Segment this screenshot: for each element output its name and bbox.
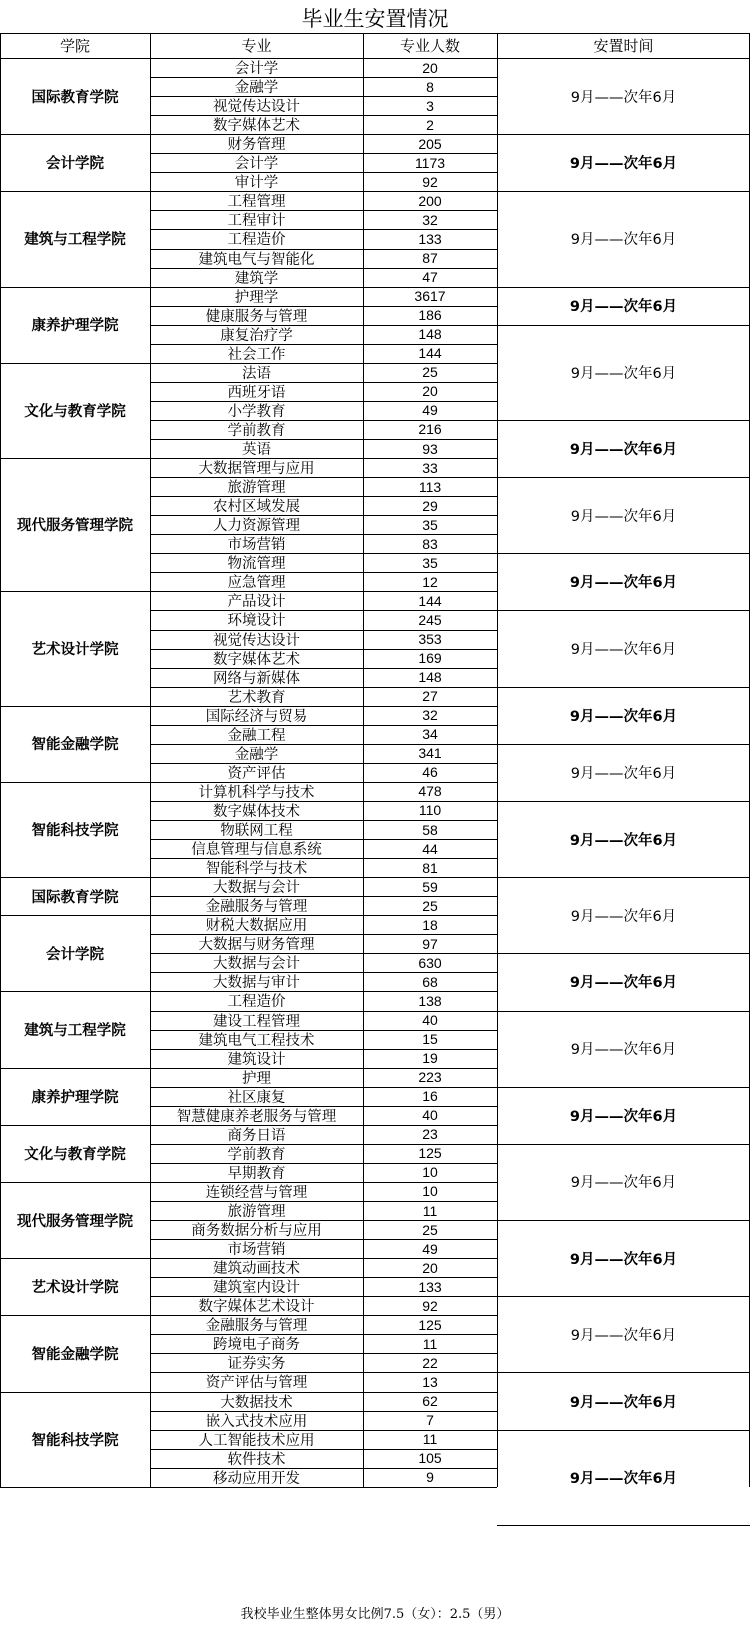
major-name: 嵌入式技术应用 [205,1413,308,1430]
major-name: 市场营销 [227,1242,286,1259]
major-row-rule [150,496,497,497]
major-count: 11 [422,1335,438,1352]
major-count: 92 [422,173,438,190]
major-name: 大数据与会计 [213,956,300,973]
major-name: 西班牙语 [227,384,286,401]
major-row-rule [150,801,497,802]
major-name: 金融工程 [227,727,286,744]
college-name: 智能金融学院 [31,1346,119,1363]
major-name: 数字媒体技术 [213,803,300,820]
major-name: 人力资源管理 [213,518,300,535]
major-name: 护理学 [234,289,279,306]
major-count: 25 [422,364,438,381]
major-count: 35 [422,516,438,533]
major-row-rule [150,172,497,173]
major-count: 13 [422,1373,438,1390]
header-count: 专业人数 [399,37,460,55]
major-count: 1173 [414,154,446,171]
placement-period: 9月——次年6月 [569,1251,678,1268]
major-count: 133 [418,1278,442,1295]
college-name: 智能科技学院 [31,823,119,840]
college-name: 现代服务管理学院 [17,1213,133,1230]
major-row-rule [150,610,497,611]
major-name: 审计学 [234,175,279,192]
major-count: 20 [422,383,438,400]
placement-period: 9月——次年6月 [569,575,678,592]
placement-period: 9月——次年6月 [569,1470,678,1487]
major-name: 国际经济与贸易 [205,708,308,725]
major-row-rule [150,572,497,573]
major-name: 建筑动画技术 [213,1261,300,1278]
major-name: 建筑电气与智能化 [198,251,315,268]
major-name: 金融服务与管理 [205,1318,308,1335]
major-count: 35 [422,554,438,571]
major-count: 148 [418,326,442,343]
major-count: 83 [422,535,438,552]
header-placement-time: 安置时间 [593,37,654,55]
major-row-rule [150,1334,497,1335]
major-name: 会计学 [234,61,279,78]
major-row-rule [150,77,497,78]
placement-period: 9月——次年6月 [570,508,677,525]
major-name: 健康服务与管理 [205,308,308,325]
college-name: 建筑与工程学院 [24,1023,126,1040]
major-name: 人工智能技术应用 [198,1432,315,1449]
major-name: 工程审计 [227,213,286,230]
major-count: 223 [418,1069,442,1086]
major-name: 法语 [242,365,271,382]
placement-period: 9月——次年6月 [570,642,677,659]
major-name: 数字媒体艺术 [213,651,300,668]
placement-period: 9月——次年6月 [570,765,677,782]
major-name: 学前教育 [227,422,286,439]
major-count: 22 [422,1354,438,1371]
major-name: 连锁经营与管理 [205,1184,308,1201]
major-count: 20 [422,59,438,76]
major-name: 工程管理 [227,194,286,211]
placement-period: 9月——次年6月 [569,156,678,173]
college-name: 文化与教育学院 [24,403,126,420]
major-name: 艺术教育 [227,689,286,706]
major-count: 125 [418,1145,442,1162]
placement-period: 9月——次年6月 [569,1394,678,1411]
gender-ratio-note: 我校毕业生整体男女比例7.5（女）：2.5（男） [240,1607,510,1622]
major-count: 18 [422,916,438,933]
major-row-rule [150,934,497,935]
major-name: 社区康复 [227,1089,286,1106]
major-row-rule [150,382,497,383]
major-count: 15 [422,1031,438,1048]
major-row-rule [150,153,497,154]
major-count: 138 [418,992,442,1009]
major-name: 计算机科学与技术 [198,784,315,801]
major-row-rule [150,1411,497,1412]
major-count: 144 [418,592,442,609]
college-name: 文化与教育学院 [24,1146,126,1163]
major-count: 353 [418,631,442,648]
major-count: 44 [422,840,438,857]
major-name: 农村区域发展 [213,499,300,516]
placement-period: 9月——次年6月 [570,908,677,925]
major-row-rule [150,401,497,402]
college-name: 艺术设计学院 [31,1280,119,1297]
major-row-rule [150,477,497,478]
major-row-rule [150,1011,497,1012]
major-count: 87 [422,250,438,267]
major-count: 10 [422,1183,438,1200]
major-name: 资产评估 [227,765,286,782]
college-name: 现代服务管理学院 [17,518,133,535]
major-name: 市场营销 [227,537,286,554]
major-name: 物流管理 [227,556,286,573]
placement-period: 9月——次年6月 [569,1108,678,1125]
major-name: 金融服务与管理 [205,899,308,916]
major-name: 社会工作 [227,346,286,363]
major-count: 92 [422,1297,438,1314]
major-name: 数字媒体艺术设计 [198,1299,315,1316]
major-name: 视觉传达设计 [213,632,300,649]
major-name: 资产评估与管理 [205,1375,308,1392]
major-name: 跨境电子商务 [213,1337,300,1354]
major-name: 智慧健康养老服务与管理 [176,1108,337,1125]
placement-period: 9月——次年6月 [570,89,677,106]
major-name: 财务管理 [227,137,286,154]
major-count: 34 [422,726,438,743]
major-count: 144 [418,345,442,362]
major-row-rule [150,534,497,535]
major-name: 数字媒体艺术 [213,118,300,135]
placement-period: 9月——次年6月 [570,1327,677,1344]
major-name: 环境设计 [227,613,286,630]
major-row-rule [150,1430,497,1431]
column-rule [363,33,364,1487]
table-left-rule [0,33,1,1487]
major-row-rule [150,1277,497,1278]
major-count: 27 [422,688,438,705]
college-name: 艺术设计学院 [31,642,119,659]
college-name: 康养护理学院 [31,1089,119,1106]
major-name: 移动应用开发 [213,1470,300,1487]
major-count: 2 [426,116,434,133]
major-name: 金融学 [234,80,279,97]
column-rule [150,33,151,1487]
placement-period: 9月——次年6月 [569,708,678,725]
major-row-rule [150,820,497,821]
major-count: 186 [418,307,442,324]
major-count: 40 [422,1107,438,1124]
major-row-rule [150,1144,497,1145]
major-count: 93 [422,440,438,457]
major-name: 建筑室内设计 [213,1280,300,1297]
major-count: 32 [422,211,438,228]
major-name: 金融学 [234,746,279,763]
major-row-rule [150,229,497,230]
major-name: 建筑电气工程技术 [198,1032,315,1049]
major-name: 证券实务 [227,1356,286,1373]
major-count: 25 [422,1221,438,1238]
college-name: 康养护理学院 [31,318,119,335]
major-row-rule [150,439,497,440]
major-count: 133 [418,230,442,247]
major-count: 9 [426,1469,434,1486]
major-count: 245 [418,611,442,628]
major-row-rule [150,1353,497,1354]
major-count: 59 [422,878,438,895]
major-name: 会计学 [234,156,279,173]
major-count: 19 [422,1050,438,1067]
major-count: 10 [422,1164,438,1181]
placement-period: 9月——次年6月 [570,365,677,382]
major-name: 小学教育 [227,403,286,420]
major-row-rule [150,1220,497,1221]
major-count: 110 [418,802,442,819]
major-count: 81 [422,859,438,876]
major-row-rule [150,344,497,345]
major-count: 3 [426,97,434,114]
major-row-rule [150,630,497,631]
major-count: 46 [422,764,438,781]
major-row-rule [150,1201,497,1202]
major-count: 12 [422,573,438,590]
placement-period: 9月——次年6月 [570,1042,677,1059]
major-count: 341 [418,745,442,762]
major-count: 105 [418,1450,442,1467]
major-count: 97 [422,935,438,952]
major-count: 11 [422,1202,438,1219]
major-count: 205 [418,135,442,152]
placement-period: 9月——次年6月 [569,975,678,992]
major-name: 大数据与审计 [213,975,300,992]
college-name: 国际教育学院 [31,889,119,906]
major-row-rule [150,1163,497,1164]
major-name: 大数据与会计 [213,880,300,897]
major-name: 大数据与财务管理 [198,937,315,954]
major-count: 58 [422,821,438,838]
major-name: 物联网工程 [220,823,293,840]
major-row-rule [150,1468,497,1469]
major-count: 113 [418,478,442,495]
major-name: 早期教育 [227,1165,286,1182]
major-count: 32 [422,707,438,724]
major-name: 建筑设计 [227,1051,286,1068]
major-row-rule [150,1372,497,1373]
major-name: 工程造价 [227,994,286,1011]
major-name: 智能科学与技术 [205,861,308,878]
major-count: 148 [418,669,442,686]
major-name: 商务数据分析与应用 [191,1223,322,1240]
major-count: 25 [422,897,438,914]
major-count: 29 [422,497,438,514]
major-count: 47 [422,269,438,286]
major-count: 478 [418,783,442,800]
major-count: 200 [418,192,442,209]
major-row-rule [150,249,497,250]
major-row-rule [150,1030,497,1031]
major-count: 23 [422,1126,438,1143]
major-name: 护理 [242,1070,271,1087]
major-count: 8 [426,78,434,95]
placement-period: 9月——次年6月 [569,832,678,849]
major-count: 40 [422,1012,438,1029]
major-name: 软件技术 [227,1451,286,1468]
major-name: 英语 [242,442,271,459]
placement-period: 9月——次年6月 [569,299,678,316]
major-count: 169 [418,650,442,667]
major-name: 康复治疗学 [220,327,293,344]
table-top-rule [0,33,750,34]
major-row-rule [150,744,497,745]
major-name: 信息管理与信息系统 [191,842,322,859]
major-name: 财税大数据应用 [205,918,308,935]
major-count: 49 [422,1240,438,1257]
major-name: 建设工程管理 [213,1013,300,1030]
major-row-rule [150,668,497,669]
major-name: 建筑学 [234,270,279,287]
major-row-rule [150,115,497,116]
major-count: 16 [422,1088,438,1105]
college-name: 会计学院 [46,946,104,963]
major-row-rule [150,515,497,516]
major-name: 网络与新媒体 [213,670,300,687]
placement-table [0,33,750,1605]
major-row-rule [150,763,497,764]
major-count: 11 [422,1431,438,1448]
major-name: 旅游管理 [227,1204,286,1221]
major-row-rule [150,649,497,650]
college-rule [0,1487,497,1488]
major-row-rule [150,858,497,859]
major-row-rule [150,306,497,307]
major-name: 产品设计 [227,594,286,611]
major-row-rule [150,210,497,211]
major-count: 7 [426,1412,434,1429]
column-rule [497,33,498,1487]
college-name: 会计学院 [46,156,104,173]
period-rule [497,1525,750,1526]
major-name: 大数据管理与应用 [198,461,315,478]
major-row-rule [150,687,497,688]
major-row-rule [150,953,497,954]
major-name: 工程造价 [227,232,286,249]
major-count: 49 [422,402,438,419]
major-count: 3617 [414,288,446,305]
placement-period: 9月——次年6月 [570,1175,677,1192]
major-name: 应急管理 [227,575,286,592]
major-name: 旅游管理 [227,480,286,497]
major-count: 630 [418,954,442,971]
college-name: 智能金融学院 [31,737,119,754]
major-count: 62 [422,1393,438,1410]
major-row-rule [150,725,497,726]
major-count: 20 [422,1259,438,1276]
major-row-rule [150,1049,497,1050]
major-row-rule [150,839,497,840]
major-row-rule [150,1106,497,1107]
major-name: 学前教育 [227,1146,286,1163]
major-row-rule [150,268,497,269]
college-name: 建筑与工程学院 [24,232,126,249]
major-name: 视觉传达设计 [213,99,300,116]
major-row-rule [150,1296,497,1297]
major-row-rule [150,1239,497,1240]
major-row-rule [150,896,497,897]
page-title: 毕业生安置情况 [301,7,449,31]
college-name: 国际教育学院 [31,89,119,106]
major-count: 33 [422,459,438,476]
major-name: 商务日语 [227,1127,286,1144]
placement-period: 9月——次年6月 [569,442,678,458]
major-row-rule [150,1449,497,1450]
major-count: 125 [418,1316,442,1333]
major-count: 68 [422,973,438,990]
college-name: 智能科技学院 [31,1432,119,1449]
major-row-rule [150,325,497,326]
major-row-rule [150,972,497,973]
header-major: 专业 [241,37,272,55]
major-count: 216 [418,421,442,438]
major-row-rule [150,420,497,421]
major-row-rule [150,1087,497,1088]
header-college: 学院 [59,37,90,55]
major-name: 大数据技术 [220,1394,293,1411]
major-row-rule [150,553,497,554]
placement-period: 9月——次年6月 [570,232,677,249]
major-row-rule [150,96,497,97]
